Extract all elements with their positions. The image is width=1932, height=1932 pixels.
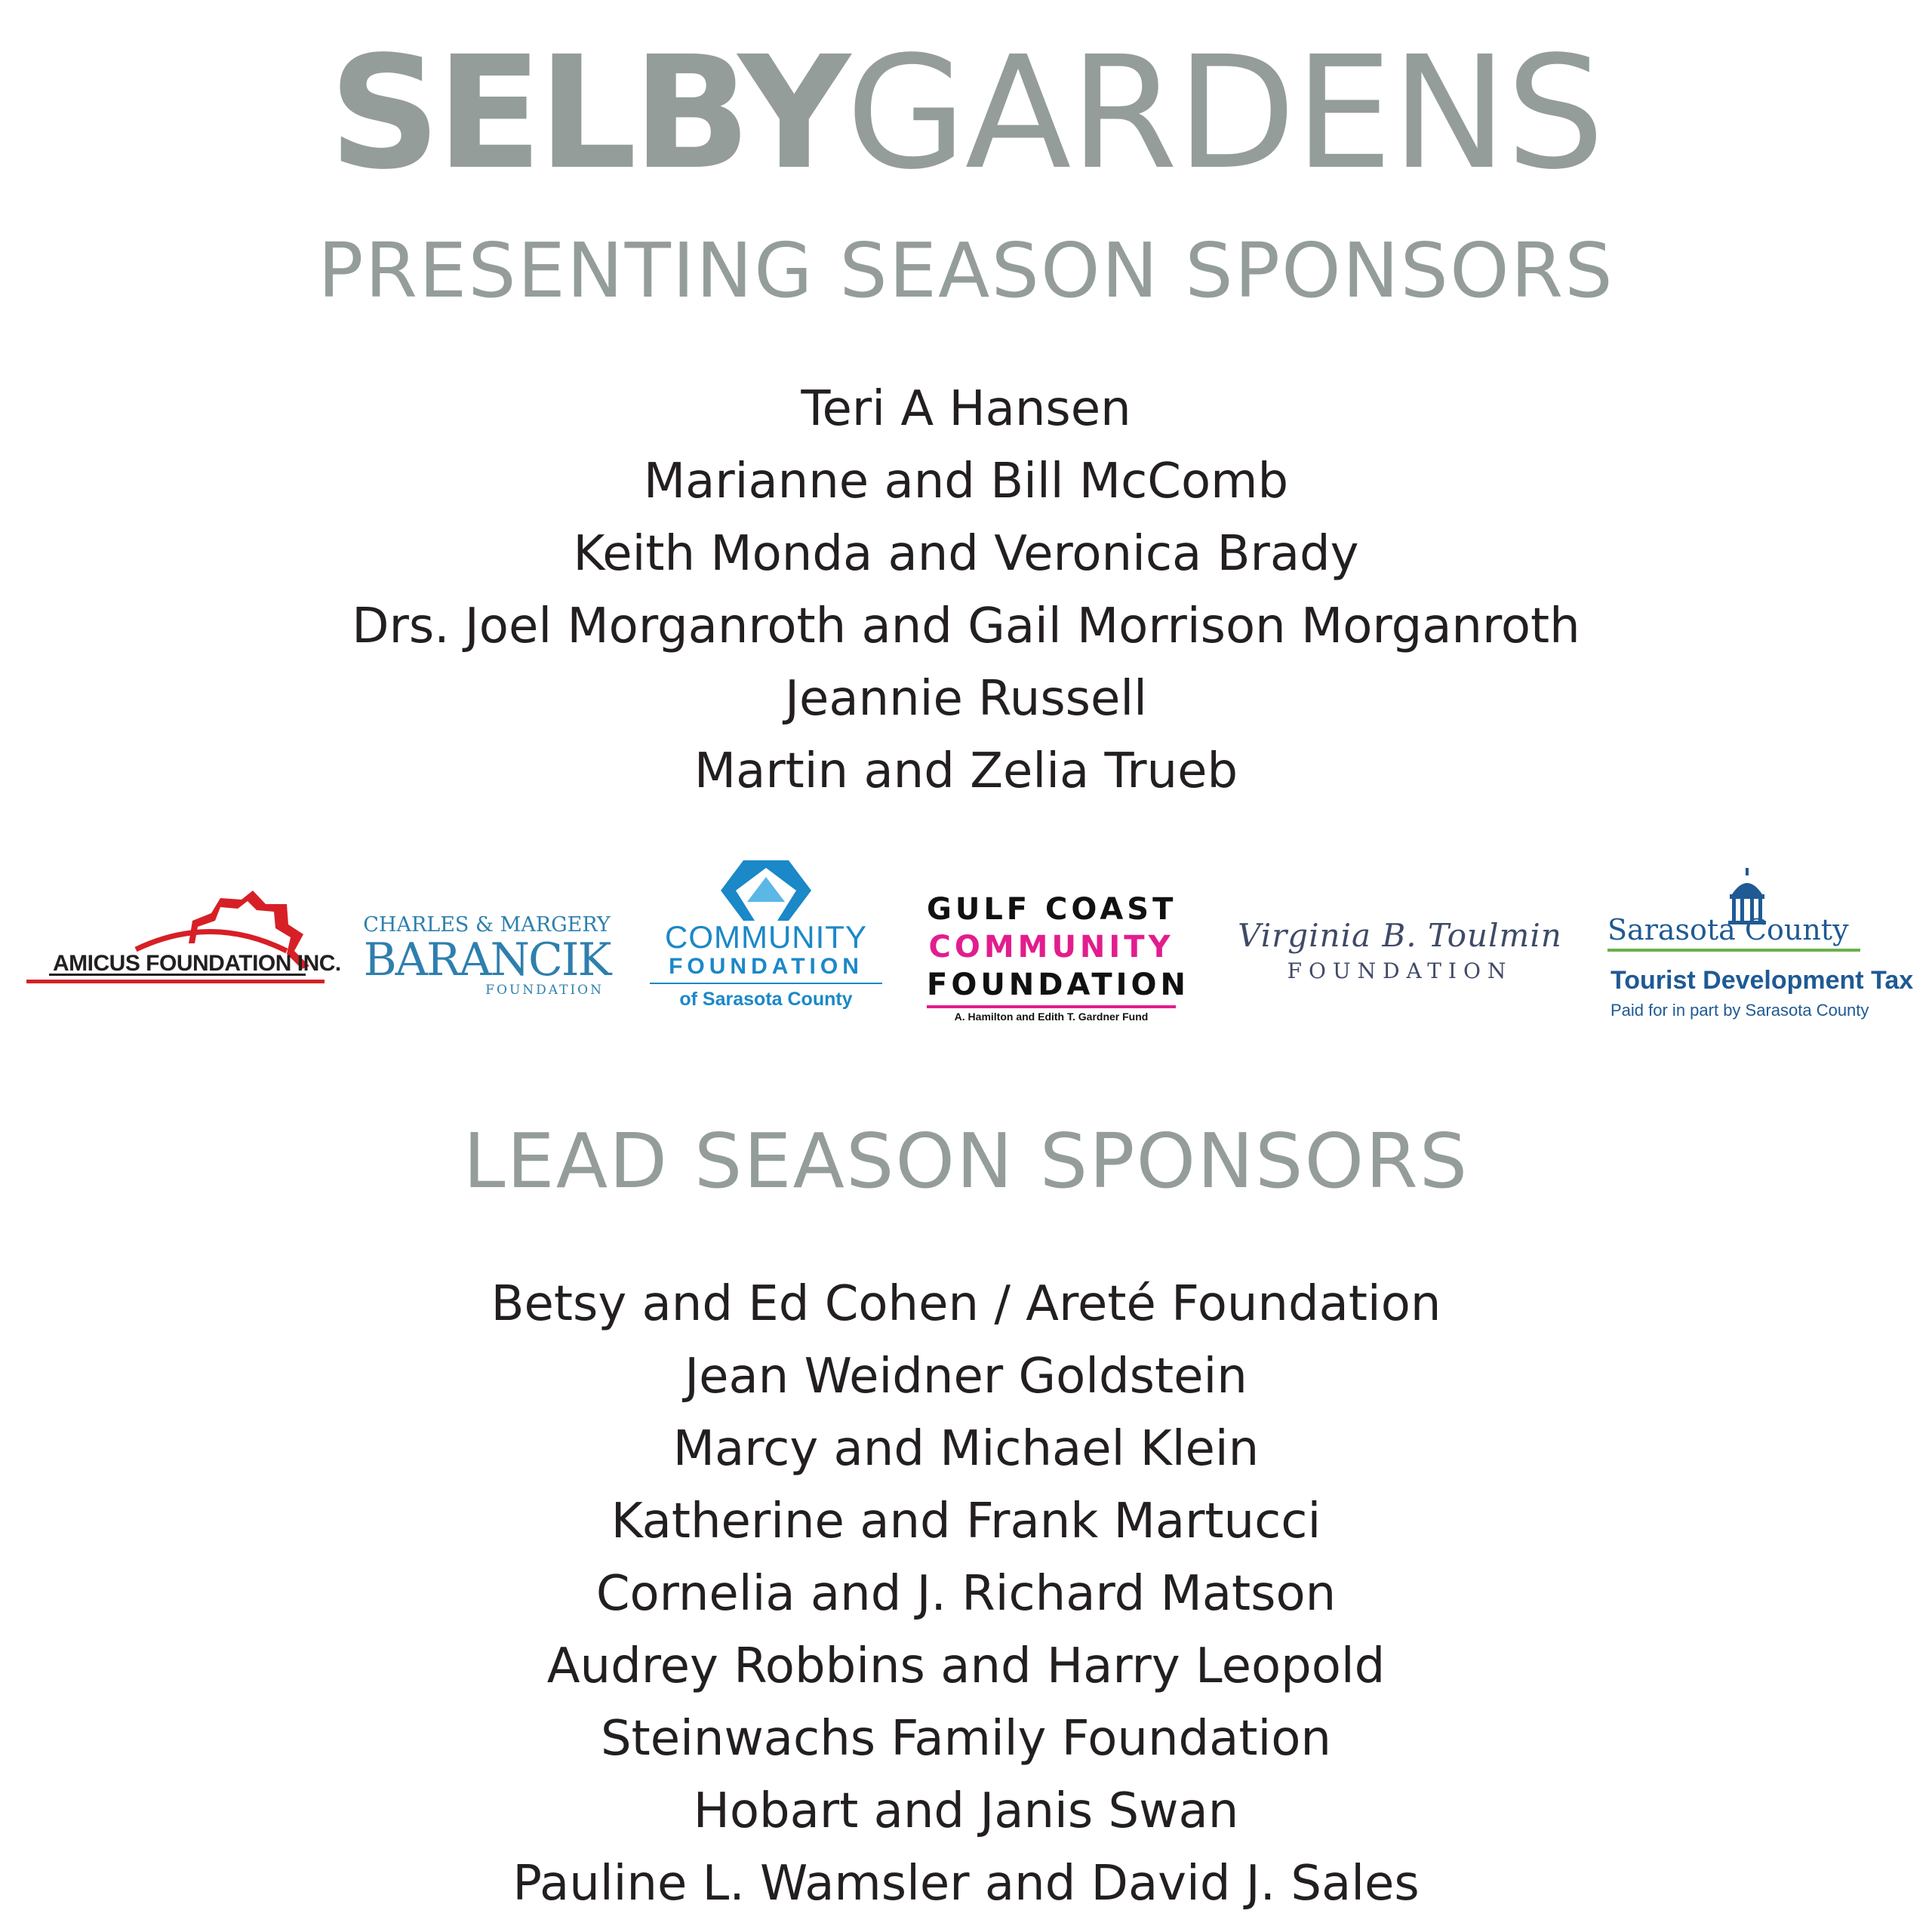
sponsor-name: Cornelia and J. Richard Matson	[595, 1566, 1337, 1622]
toulmin-foundation-logo	[1215, 913, 1585, 1011]
toulmin-script: Virginia B. Toulmin	[1238, 917, 1562, 954]
cfsc-rule	[650, 983, 882, 984]
brand-selby: SELBY	[328, 23, 846, 204]
sponsor-name: Teri A Hansen	[801, 381, 1131, 437]
barancik-foundation-logo	[362, 913, 611, 1011]
sponsor-name: Jean Weidner Goldstein	[685, 1349, 1247, 1404]
lead-sponsors-heading: LEAD SEASON SPONSORS	[463, 1117, 1469, 1205]
sarasota-paid-text: Paid for in part by Sarasota County	[1611, 1001, 1869, 1020]
sponsor-name: Jeannie Russell	[785, 671, 1147, 727]
barancik-main: BARANCIK	[363, 934, 611, 986]
sponsor-name: Hobart and Janis Swan	[693, 1783, 1239, 1839]
sponsor-name: Keith Monda and Veronica Brady	[573, 526, 1359, 582]
cfsc-line2: FOUNDATION	[669, 954, 863, 979]
barancik-top: CHARLES & MARGERY	[363, 913, 611, 937]
sponsor-name: Katherine and Frank Martucci	[611, 1494, 1321, 1549]
sarasota-county-tdt-logo	[1600, 868, 1932, 1026]
gulf-line3: FOUNDATION	[927, 968, 1189, 1002]
cfsc-line3: of Sarasota County	[679, 989, 853, 1010]
brand-wordmark	[0, 23, 1932, 204]
sponsor-name: Audrey Robbins and Harry Leopold	[546, 1638, 1386, 1694]
sarasota-tdt-text: Tourist Development Tax	[1611, 966, 1914, 995]
community-foundation-sarasota-logo	[645, 860, 887, 1026]
gulf-coast-community-foundation-logo	[927, 891, 1189, 1026]
gulf-line4: A. Hamilton and Edith T. Gardner Fund	[954, 1011, 1149, 1023]
gulf-bar	[927, 1005, 1176, 1008]
sponsor-name: Steinwachs Family Foundation	[601, 1711, 1331, 1767]
gulf-line1: GULF COAST	[927, 892, 1177, 927]
barancik-sub: FOUNDATION	[485, 983, 604, 998]
sponsor-name: Drs. Joel Morganroth and Gail Morrison Morganroth	[352, 598, 1580, 654]
presenting-sponsors-heading: PRESENTING SEASON SPONSORS	[318, 226, 1614, 315]
amicus-foundation-logo	[23, 891, 341, 989]
sponsor-name: Betsy and Ed Cohen / Areté Foundation	[491, 1276, 1441, 1332]
sponsor-name: Martin and Zelia Trueb	[694, 743, 1238, 799]
sponsor-name: Marcy and Michael Klein	[672, 1421, 1260, 1477]
sponsor-name: Pauline L. Wamsler and David J. Sales	[512, 1856, 1420, 1912]
sponsor-name: Marianne and Bill McComb	[643, 454, 1289, 509]
brand-gardens: GARDENS	[845, 23, 1604, 204]
cfsc-chevron-icon	[721, 860, 811, 921]
gulf-line2: COMMUNITY	[928, 930, 1174, 964]
toulmin-sub: FOUNDATION	[1287, 958, 1513, 983]
sarasota-underline	[1607, 949, 1860, 952]
lead-sponsors-list	[0, 1268, 1932, 1920]
presenting-sponsors-list	[0, 373, 1932, 808]
sarasota-county-text: Sarasota County	[1607, 913, 1849, 946]
amicus-text: AMICUS FOUNDATION INC.	[53, 951, 341, 976]
cfsc-line1: COMMUNITY	[665, 919, 867, 955]
